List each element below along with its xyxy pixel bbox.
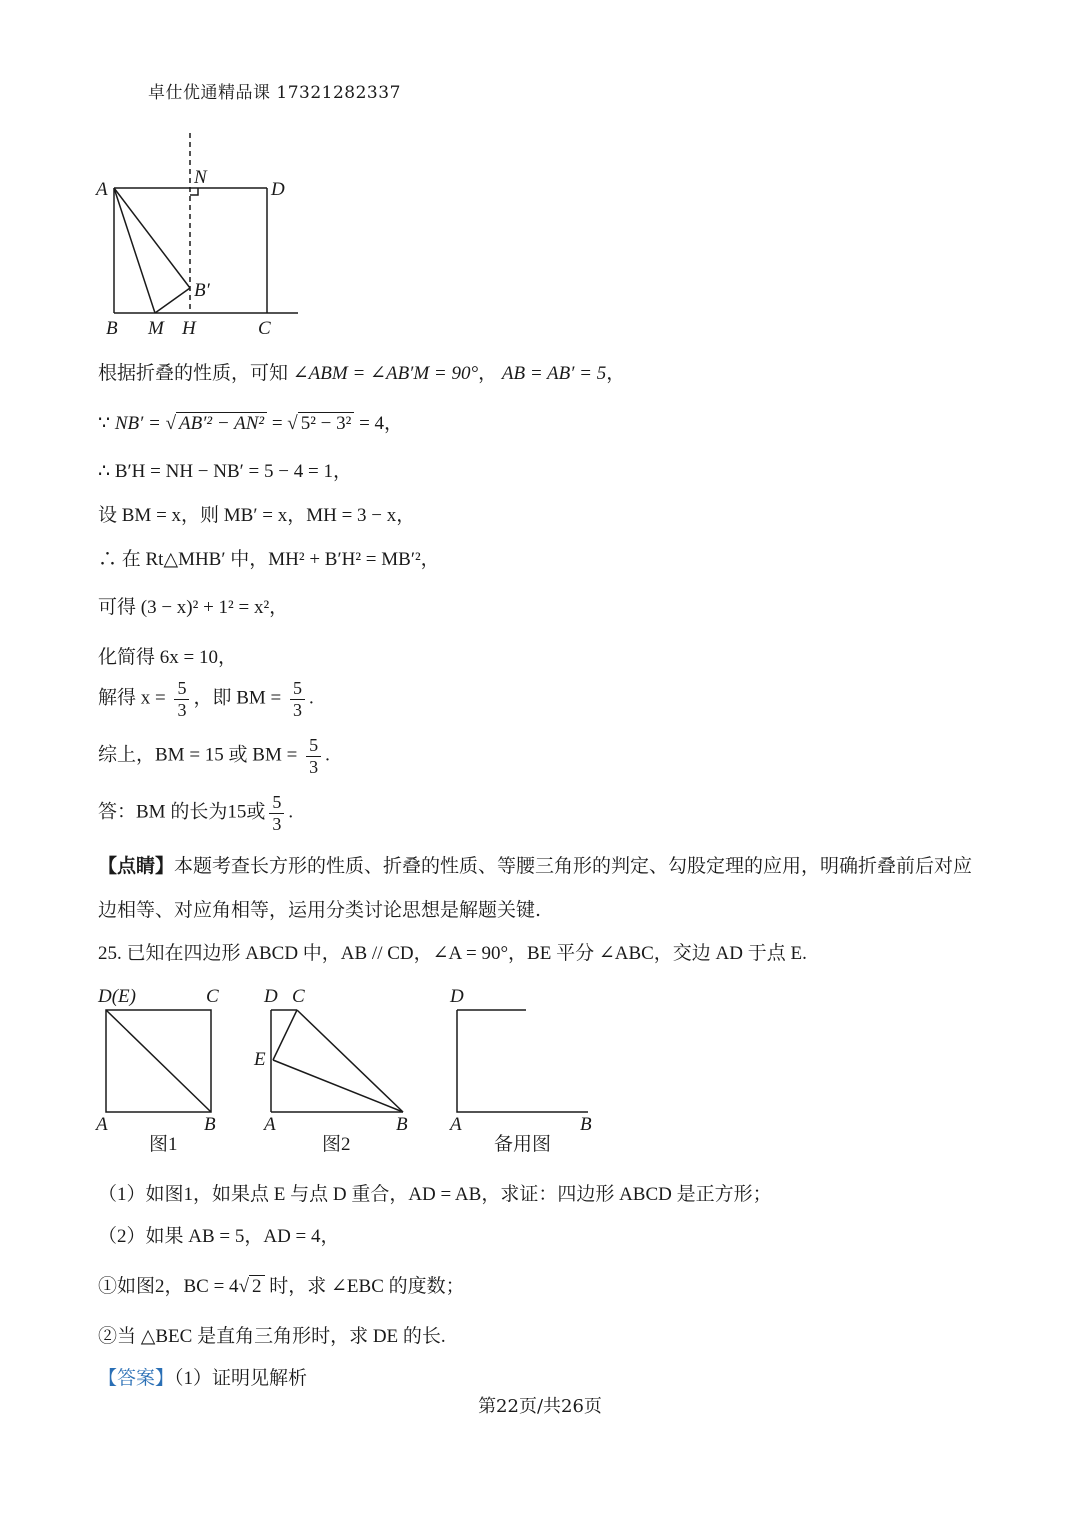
fig1-label-B: B [204, 1114, 216, 1135]
label-B: B [106, 318, 118, 339]
fig2-label-C: C [292, 986, 305, 1007]
solution-line-6: 可得 (3 − x)² + 1² = x²， [98, 597, 289, 618]
solution-line-3: ∴ B′H = NH − NB′ = 5 − 4 = 1， [98, 461, 352, 482]
problem-stem: 25. 已知在四边形 ABCD 中，AB // CD，∠A = 90°，BE 平分 ∠ABC，交边 AD 于点 E. [98, 943, 807, 964]
page-header: 卓仕优通精品课 17321282337 [148, 83, 401, 103]
fig2-EB [273, 1060, 403, 1112]
fig1-label-C: C [206, 986, 219, 1007]
answer-text: （1）证明见解析 [174, 1368, 308, 1389]
fig3-AD-AB [457, 1010, 588, 1112]
fig1-label-A: A [96, 1114, 108, 1135]
solution-line-2: ∵ NB′ = √ AB′² − AN² = √ 5² − 3² = 4， [98, 413, 404, 434]
fig1-caption: 图1 [149, 1134, 178, 1155]
question-1: （1）如图1，如果点 E 与点 D 重合，AD = AB，求证：四边形 ABCD 是正方形； [98, 1184, 772, 1205]
fig2-caption: 图2 [322, 1134, 351, 1155]
comment-text: 本题考查长方形的性质、折叠的性质、等腰三角形的判定、勾股定理的应用，明确折叠前后对应边相等、对应角相等，运用分类讨论思想是解题关键. [98, 855, 973, 921]
page-footer: 第22页/共26页 [478, 1396, 602, 1417]
answer-tag: 【答案】 [98, 1368, 175, 1389]
answer-line [98, 1363, 307, 1390]
solution-line-7: 化简得 6x = 10， [98, 647, 237, 668]
question-2: （2）如果 AB = 5，AD = 4， [98, 1226, 340, 1247]
problem-figures [90, 980, 610, 1160]
solution-line-10: 答：BM 的长为15或 $\frac{5}{3}$ . [98, 792, 294, 834]
fig2-CB [297, 1010, 403, 1112]
label-B-prime: B′ [194, 280, 210, 301]
label-A: A [96, 179, 108, 200]
fraction: $\frac{5}{3}$ [290, 678, 305, 720]
label-N: N [194, 167, 207, 188]
fig1-label-DE: D(E) [98, 986, 136, 1007]
fig3-label-A: A [450, 1114, 462, 1135]
fraction: $\frac{5}{3}$ [269, 792, 284, 834]
fraction: $\frac{5}{3}$ [306, 735, 321, 777]
fraction: $\frac{5}{3}$ [174, 678, 189, 720]
right-angle-mark [190, 188, 198, 195]
fig2-label-B: B [396, 1114, 408, 1135]
segment-MB-prime [155, 288, 190, 313]
solution-line-1: 根据折叠的性质，可知 ∠ABM = ∠AB′M = 90°， AB = AB′ = 5， [98, 363, 626, 384]
fig2-label-E: E [254, 1049, 266, 1070]
fig3-label-B: B [580, 1114, 592, 1135]
comment-paragraph [98, 844, 988, 932]
solution-line-5: ∴ 在 Rt△MHB′ 中，MH² + B′H² = MB′²， [98, 549, 440, 570]
folding-figure [90, 128, 310, 343]
fig2-label-A: A [264, 1114, 276, 1135]
label-H: H [182, 318, 196, 339]
label-C: C [258, 318, 271, 339]
question-2b: ②当 △BEC 是直角三角形时，求 DE 的长. [98, 1326, 446, 1347]
label-M: M [148, 318, 164, 339]
segment-AB-prime [114, 188, 190, 288]
label-D: D [271, 179, 285, 200]
solution-line-9: 综上，BM = 15 或 BM = $\frac{5}{3}$ . [98, 735, 330, 777]
fig3-label-D: D [450, 986, 464, 1007]
fig1-diagonal [106, 1010, 211, 1112]
comment-tag: 【点睛】 [98, 855, 175, 877]
fig2-label-D: D [264, 986, 278, 1007]
solution-line-4: 设 BM = x，则 MB′ = x，MH = 3 − x， [98, 505, 416, 526]
fig3-caption: 备用图 [494, 1134, 552, 1155]
fig2-EC [273, 1010, 297, 1060]
solution-line-8: 解得 x = $\frac{5}{3}$ ，即 BM = $\frac{5}{3}$ . [98, 678, 314, 720]
question-2a: ①如图2，BC = 4√ 2 时，求 ∠EBC 的度数； [98, 1276, 465, 1297]
segment-AM [114, 188, 155, 313]
